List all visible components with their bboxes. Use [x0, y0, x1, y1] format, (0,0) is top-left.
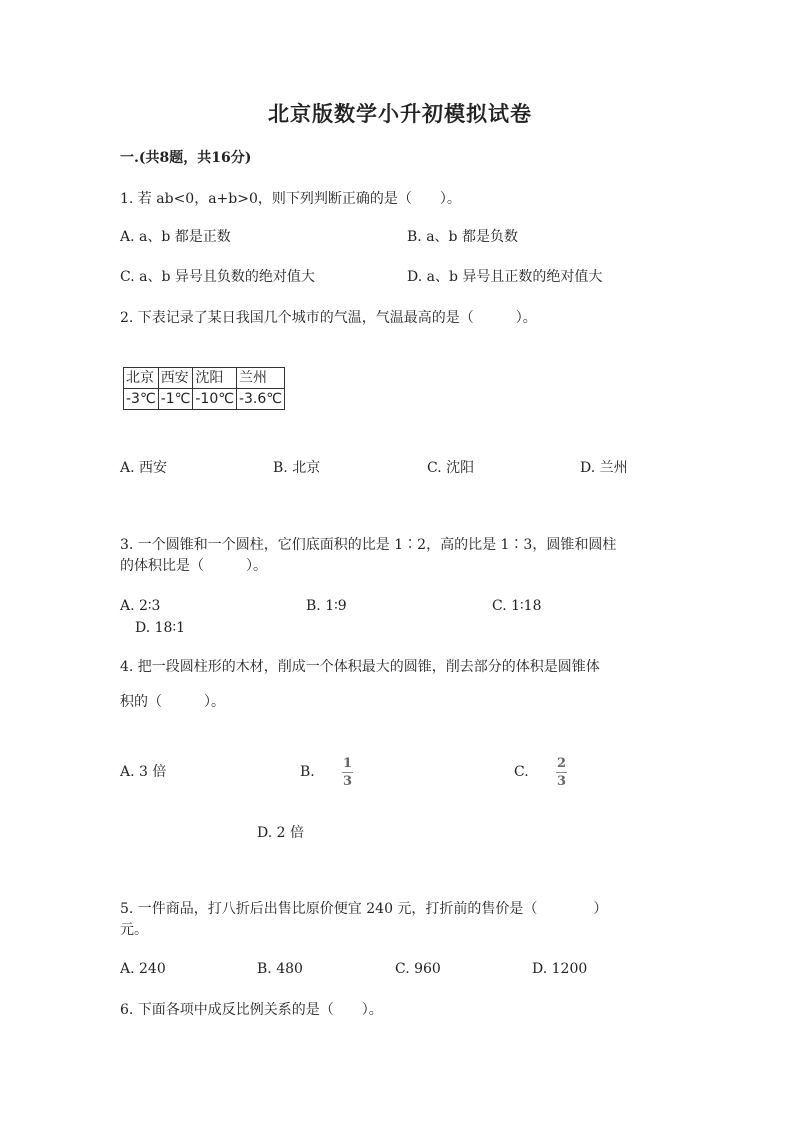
fraction-denominator: 3: [342, 774, 353, 789]
q4-option-b-label[interactable]: B.: [300, 764, 315, 780]
q5-stem-line2: 元。: [120, 922, 148, 938]
table-cell-city: 北京: [124, 368, 159, 389]
table-cell-temp: -3℃: [124, 389, 159, 410]
q2-option-b[interactable]: B. 北京: [273, 460, 321, 476]
q3-option-c[interactable]: C. 1∶18: [492, 598, 542, 614]
q4-option-c-fraction: [556, 757, 567, 788]
q4-option-a[interactable]: A. 3 倍: [120, 764, 167, 780]
q2-stem: 2. 下表记录了某日我国几个城市的气温，气温最高的是（ ）。: [120, 310, 537, 326]
q3-option-a[interactable]: A. 2∶3: [120, 598, 161, 614]
q3-stem-line2: 的体积比是（ ）。: [120, 558, 267, 574]
fraction-denominator: 3: [556, 774, 567, 789]
section-heading: 一.(共8题，共16分): [120, 150, 252, 166]
q4-stem-line1: 4. 把一段圆柱形的木材，削成一个体积最大的圆锥，削去部分的体积是圆锥体: [120, 659, 600, 675]
q1-option-a[interactable]: A. a、b 都是正数: [120, 229, 231, 245]
q1-option-b[interactable]: B. a、b 都是负数: [407, 229, 518, 245]
q2-option-a[interactable]: A. 西安: [120, 460, 168, 476]
table-cell-temp: -10℃: [193, 389, 237, 410]
q5-option-c[interactable]: C. 960: [395, 961, 441, 977]
temperature-table: [123, 367, 285, 410]
q3-option-b[interactable]: B. 1∶9: [306, 598, 347, 614]
q5-option-a[interactable]: A. 240: [120, 961, 166, 977]
fraction-numerator: 2: [556, 756, 567, 771]
q1-stem: 1. 若 ab<0，a+b>0，则下列判断正确的是（ ）。: [120, 191, 461, 207]
q4-option-d[interactable]: D. 2 倍: [257, 825, 304, 841]
table-cell-city: 兰州: [236, 368, 284, 389]
fraction-bar: [342, 772, 353, 773]
q4-stem-line2: 积的（ ）。: [120, 694, 225, 710]
table-row: [124, 389, 285, 410]
q2-option-d[interactable]: D. 兰州: [580, 460, 628, 476]
q3-option-d[interactable]: D. 18∶1: [135, 620, 185, 636]
q5-stem-line1: 5. 一件商品，打八折后出售比原价便宜 240 元，打折前的售价是（ ）: [120, 901, 608, 917]
paper-title: 北京版数学小升初模拟试卷: [268, 101, 532, 126]
table-cell-city: 沈阳: [193, 368, 237, 389]
q5-option-b[interactable]: B. 480: [257, 961, 303, 977]
q4-option-c-label[interactable]: C.: [514, 764, 529, 780]
table-header-row: [124, 368, 285, 389]
table-cell-temp: -3.6℃: [236, 389, 284, 410]
q1-option-c[interactable]: C. a、b 异号且负数的绝对值大: [120, 269, 315, 285]
fraction-numerator: 1: [342, 756, 353, 771]
q4-option-b-fraction: [342, 757, 353, 788]
q2-option-c[interactable]: C. 沈阳: [427, 460, 475, 476]
q6-stem: 6. 下面各项中成反比例关系的是（ ）。: [120, 1002, 383, 1018]
table-cell-city: 西安: [158, 368, 193, 389]
q3-stem-line1: 3. 一个圆锥和一个圆柱，它们底面积的比是 1∶2，高的比是 1∶3，圆锥和圆柱: [120, 537, 617, 553]
table-cell-temp: -1℃: [158, 389, 193, 410]
fraction-bar: [556, 772, 567, 773]
q5-option-d[interactable]: D. 1200: [532, 961, 588, 977]
q1-option-d[interactable]: D. a、b 异号且正数的绝对值大: [407, 269, 603, 285]
